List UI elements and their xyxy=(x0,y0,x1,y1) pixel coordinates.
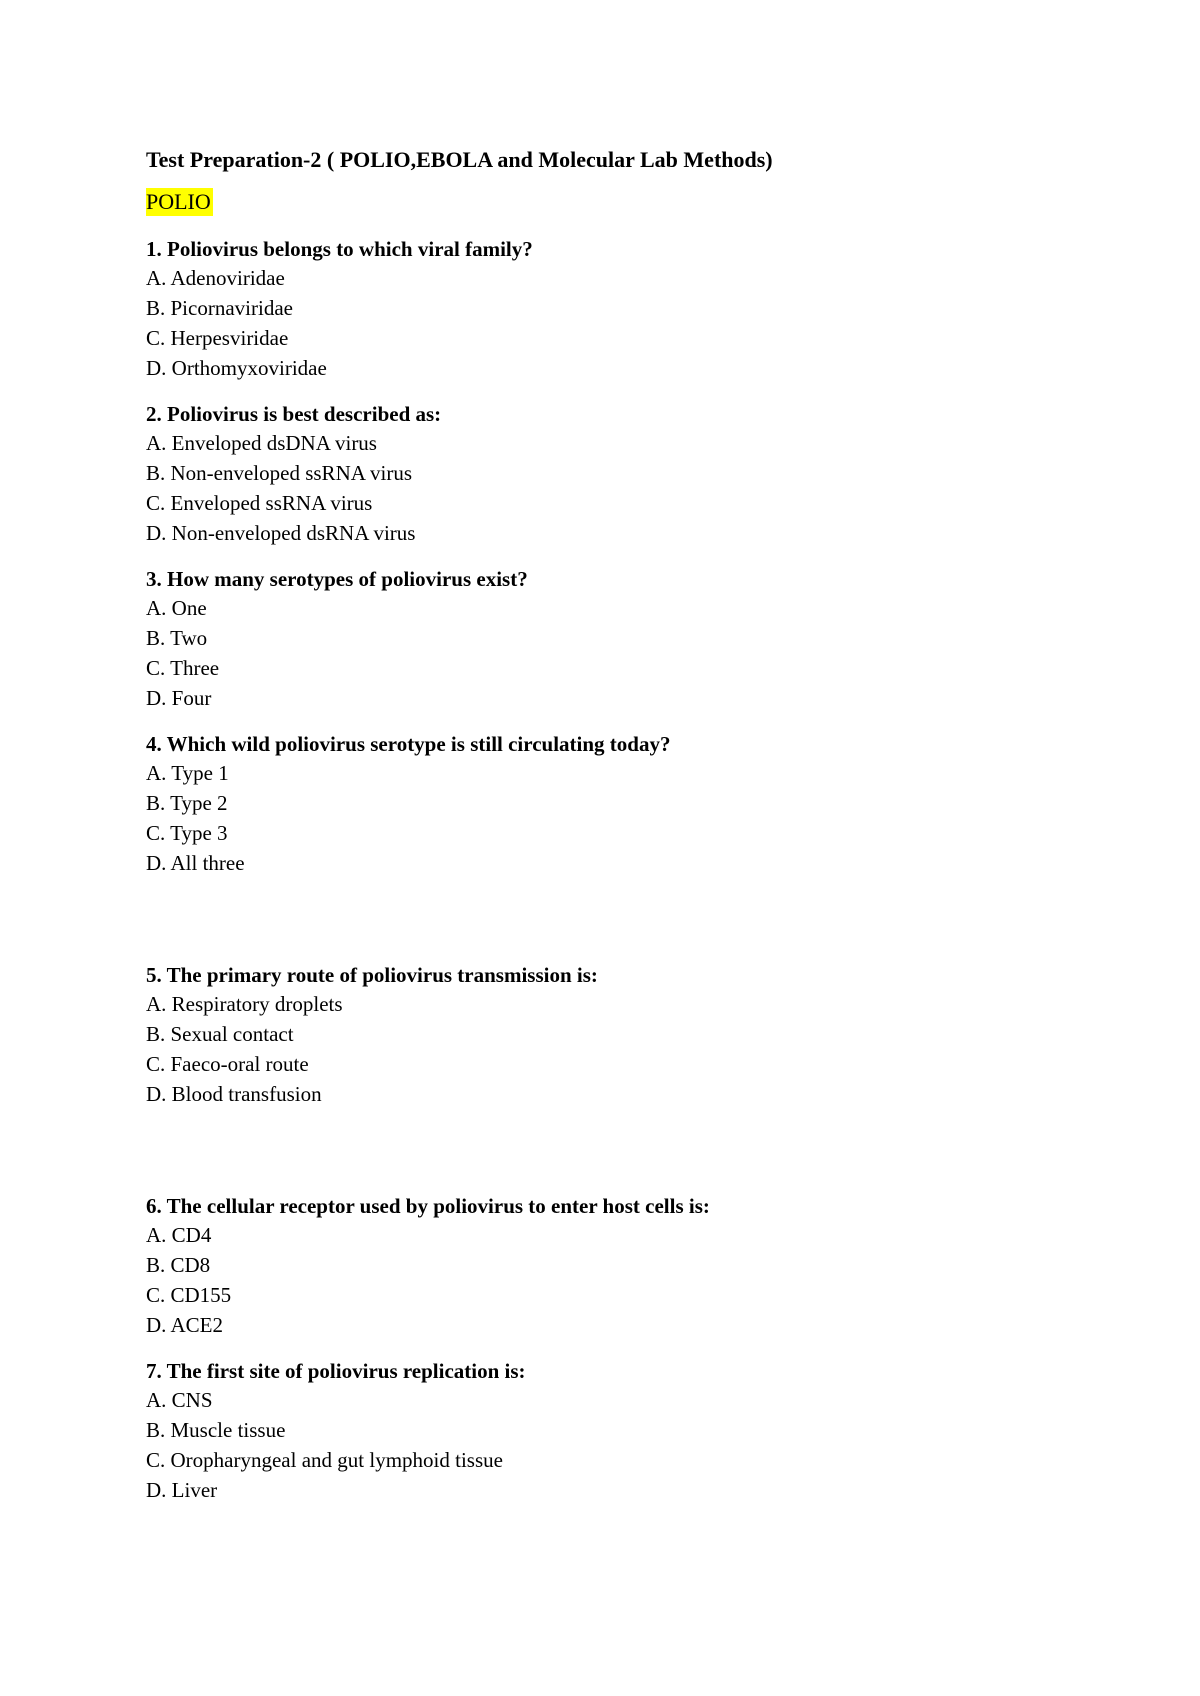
answer-option-d: D. Non-enveloped dsRNA virus xyxy=(146,521,416,545)
question-6 xyxy=(146,1192,1146,1340)
answer-option-a: A. Adenoviridae xyxy=(146,266,285,290)
answer-options xyxy=(146,1220,1146,1340)
question-3 xyxy=(146,565,1146,713)
question-text: 2. Poliovirus is best described as: xyxy=(146,402,442,426)
answer-option-b: B. Non-enveloped ssRNA virus xyxy=(146,461,412,485)
answer-option-c: C. Enveloped ssRNA virus xyxy=(146,491,373,515)
question-text: 4. Which wild poliovirus serotype is still circulating today? xyxy=(146,732,671,756)
answer-option-a: A. Respiratory droplets xyxy=(146,992,343,1016)
answer-option-d: D. Four xyxy=(146,686,212,710)
answer-option-d: D. ACE2 xyxy=(146,1313,224,1337)
answer-option-d: D. Orthomyxoviridae xyxy=(146,356,327,380)
answer-option-b: B. Picornaviridae xyxy=(146,296,293,320)
answer-option-b: B. Type 2 xyxy=(146,791,228,815)
answer-option-c: C. Type 3 xyxy=(146,821,228,845)
answer-option-b: B. Sexual contact xyxy=(146,1022,294,1046)
answer-option-a: A. CNS xyxy=(146,1388,213,1412)
answer-option-a: A. CD4 xyxy=(146,1223,212,1247)
answer-option-b: B. Muscle tissue xyxy=(146,1418,286,1442)
question-text: 3. How many serotypes of poliovirus exist? xyxy=(146,567,528,591)
answer-option-b: B. Two xyxy=(146,626,208,650)
question-5 xyxy=(146,961,1146,1109)
question-text: 6. The cellular receptor used by poliovirus to enter host cells is: xyxy=(146,1194,710,1218)
answer-options xyxy=(146,1385,1146,1505)
section-heading xyxy=(146,188,1146,218)
answer-option-c: C. Three xyxy=(146,656,220,680)
document-title: Test Preparation-2 ( POLIO,EBOLA and Molecular Lab Methods) xyxy=(146,147,773,172)
answer-option-c: C. CD155 xyxy=(146,1283,232,1307)
answer-option-c: C. Oropharyngeal and gut lymphoid tissue xyxy=(146,1448,503,1472)
answer-option-b: B. CD8 xyxy=(146,1253,211,1277)
answer-options xyxy=(146,428,1146,548)
answer-options xyxy=(146,989,1146,1109)
question-2 xyxy=(146,400,1146,548)
answer-option-d: D. Blood transfusion xyxy=(146,1082,322,1106)
document-content xyxy=(146,142,1146,1505)
answer-option-a: A. One xyxy=(146,596,207,620)
question-text: 5. The primary route of poliovirus transmission is: xyxy=(146,963,598,987)
answer-option-d: D. All three xyxy=(146,851,245,875)
section-label-highlight: POLIO xyxy=(146,189,211,214)
question-7 xyxy=(146,1357,1146,1505)
answer-option-a: A. Enveloped dsDNA virus xyxy=(146,431,377,455)
question-4 xyxy=(146,730,1146,878)
answer-option-c: C. Faeco-oral route xyxy=(146,1052,309,1076)
answer-options xyxy=(146,263,1146,383)
answer-options xyxy=(146,593,1146,713)
answer-option-a: A. Type 1 xyxy=(146,761,229,785)
question-text: 7. The first site of poliovirus replication is: xyxy=(146,1359,526,1383)
answer-option-d: D. Liver xyxy=(146,1478,218,1502)
question-text: 1. Poliovirus belongs to which viral family? xyxy=(146,237,533,261)
answer-options xyxy=(146,758,1146,878)
question-1 xyxy=(146,235,1146,383)
answer-option-c: C. Herpesviridae xyxy=(146,326,289,350)
